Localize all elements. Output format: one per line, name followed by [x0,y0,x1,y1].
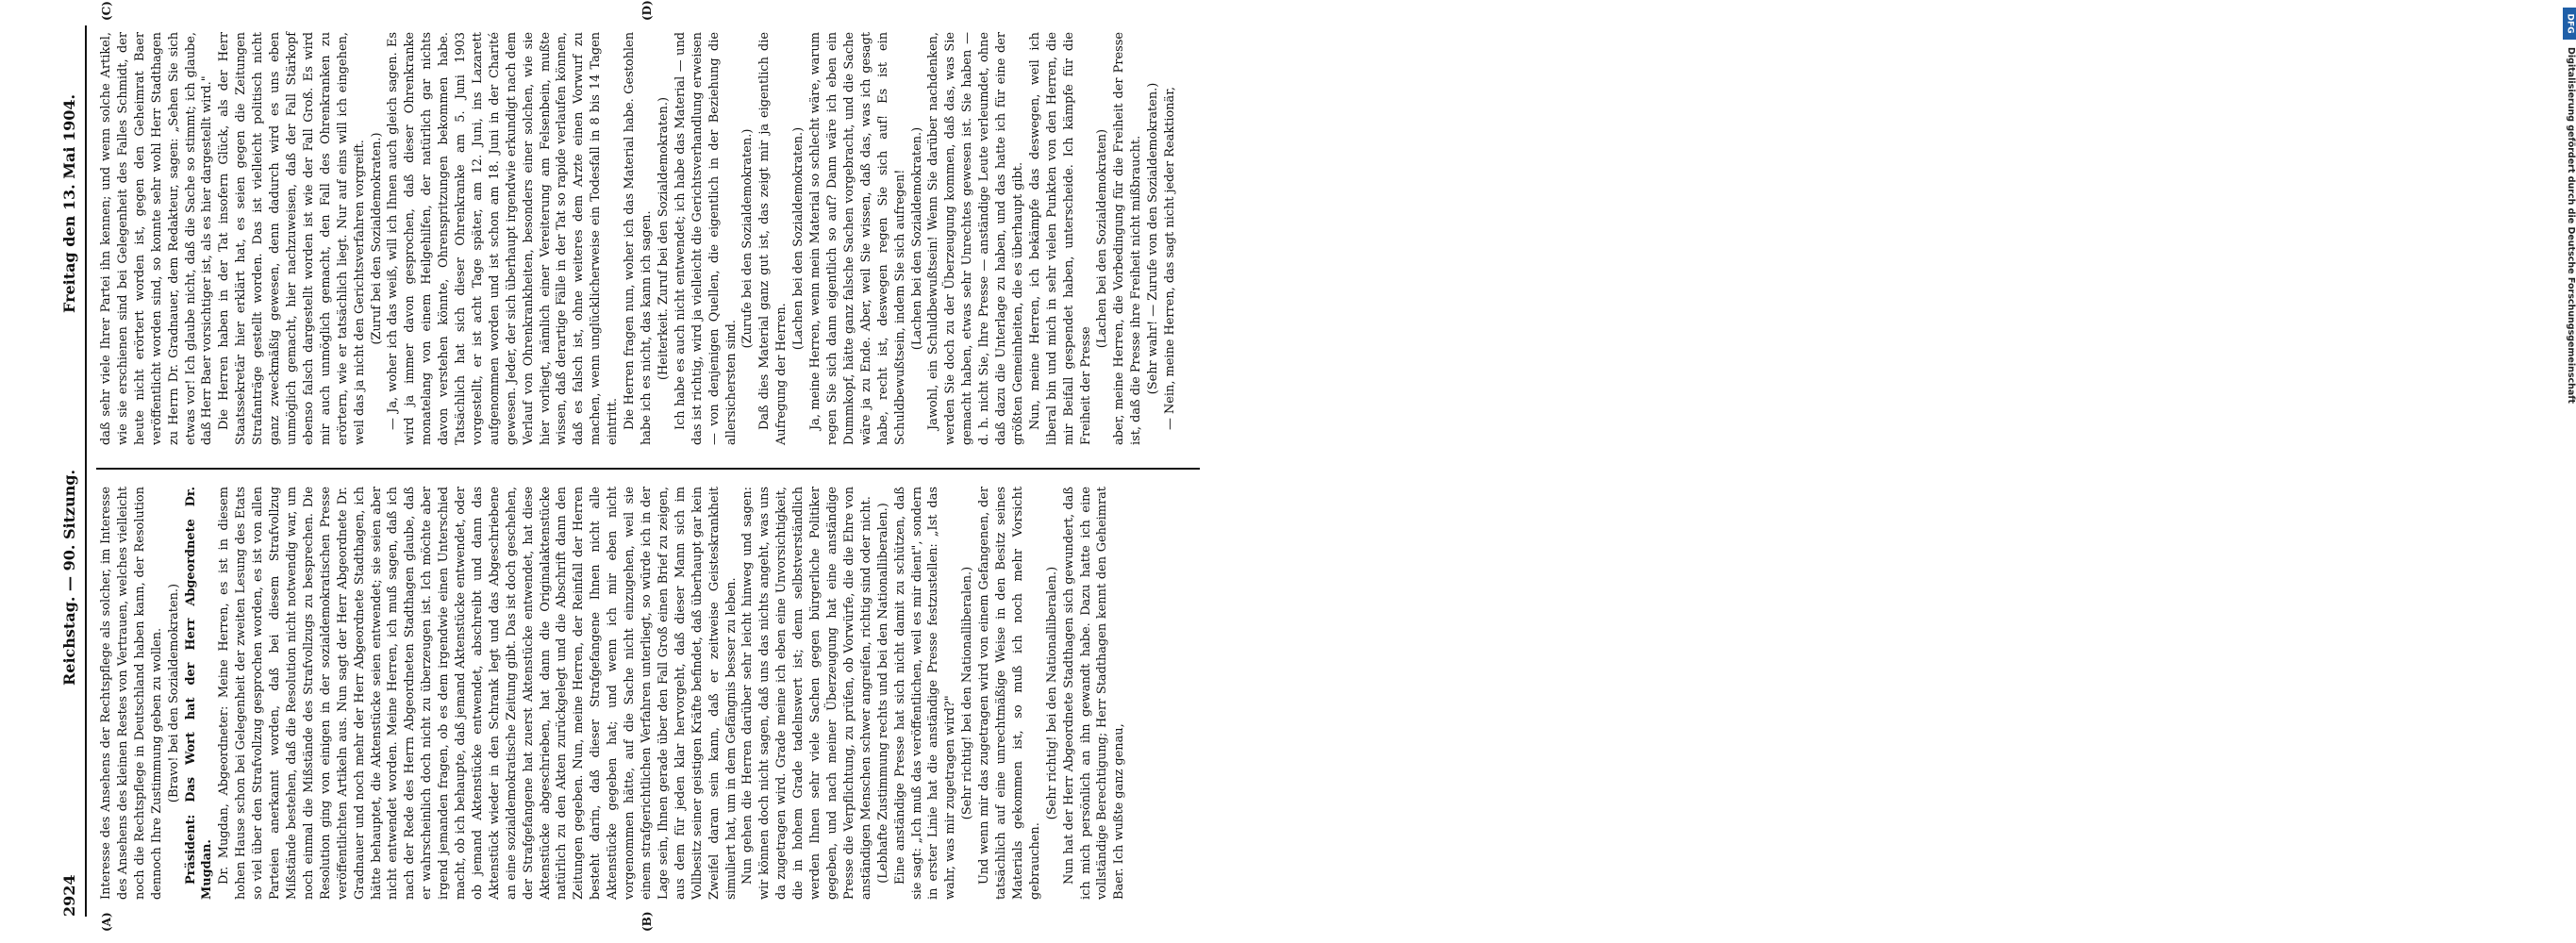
paragraph: Und wenn mir das zugetragen wird von einem Gefangenen, der tatsächlich auf eine unrechtmäßige Weise in den Besitz seines Materials gekommen ist, so muß ich noch mehr Vorsicht gebrauchen. [977,487,1042,900]
header-date: Freitag den 13. Mai 1904. [60,93,78,313]
paragraph: Ja, meine Herren, wenn mein Material so schlecht wäre, warum regen Sie sich dann eigentlich so auf? Dann wäre ich eben ein Dummkopf, hätte ganz falsche Sachen vorgebracht, und die Sache wäre ja zu Ende. Aber, weil Sie wissen, daß das, was ich gesagt habe, recht ist, deswegen regen Sie sich auf! Es ist ein Schuldbewußtsein, indem Sie sich aufregen! [808,32,907,445]
interjection: (Bravo! bei den Sozialdemokraten.) [166,583,181,803]
document-page [58,0,1228,932]
page-header [58,25,83,917]
paragraph: Die Herren haben in der Tat insofern Glück, als der Herr Staatssekretär hier erklärt hat, es seien gegen die Zeitungen Strafanträge gestellt worden. Das ist vielleicht politisch nicht ganz zweckmäßig gewesen, denn dadurch wird es uns eben unmöglich gemacht, hier nachzuweisen, daß der Fall Stärkopf ebenso falsch dargestellt worden ist wie der Fall Groß. Es wird mir auch unmöglich gemacht, den Fall des Ohrenkranken zu erörtern, wie er tatsächlich liegt. Nur auf eins will ich eingehen, weil das ja nicht den Gerichtsverfahren vorgreift. [217,32,367,445]
interjection: (Heiterkeit. Zuruf bei den Sozialdemokraten.) [656,97,671,380]
dfg-logo: DFG [2563,8,2576,40]
header-rule [85,25,87,917]
paragraph: aber, meine Herren, die Vorbedingung für die Freiheit der Presse ist, daß die Presse ihre Freiheit nicht mißbraucht. [1112,32,1144,445]
paragraph: daß sehr viele Ihrer Partei ihn kennen; und wenn solche Artikel, wie sie erschienen sind bei Gelegenheit des Falles Schmidt, der heute nicht erörtert worden ist, gegen den Geheimrat Baer veröffentlicht worden sind, so konnte sehr wohl Herr Stadthagen zu Herrn Dr. Gradnauer, dem Redakteur, sagen: „Sehen Sie sich etwas vor! Ich glaube nicht, daß die Sache so stimmt; ich glaube, daß Herr Baer vorsichtiger ist, als es hier dargestellt wird." [99,32,215,445]
interjection: (Sehr richtig! bei den Nationalliberalen.) [960,566,975,820]
paragraph: Die Herren fragen nun, woher ich das Material habe. Gestohlen habe ich es nicht, das kann ich sagen. [623,32,654,445]
column-divider [96,468,1200,470]
header-title: Reichstag. — 90. Sitzung. [60,469,78,686]
dfg-credit-text: Digitalisierung gefördert durch die Deutsche Forschungsgemeinschaft [2566,47,2576,404]
right-column [98,32,1211,445]
interjection: (Zurufe bei den Sozialdemokraten.) [740,128,756,349]
paragraph: Nun gehen die Herren darüber sehr leicht hinweg und sagen: wir können doch nicht sagen, daß uns das nichts angeht, was uns da zugetragen wird. Grade meine ich eben eine Unvorsichtigkeit, die in hohem Grade tadelnswert ist; denn selbstverständlich werden Ihnen sehr viele Sachen gegen bürgerliche Politiker gegeben, und nach meiner Überzeugung hat eine anständige Presse die Verpflichtung, zu prüfen, ob Vorwürfe, die die Ehre von anständigen Menschen schwer angreifen, richtig sind oder nicht. [740,487,873,900]
paragraph: Nun, meine Herren, ich bekämpfe das deswegen, weil ich liberal bin und mich in sehr vielen Punkten von den Herren, die mir Beifall gespendet haben, unterscheide. Ich kämpfe für die Freiheit der Presse [1027,32,1093,445]
margin-mark-d: (D) [640,0,654,21]
interjection: (Lebhafte Zustimmung rechts und bei den Nationalliberalen.) [875,503,890,884]
paragraph: — Ja, woher ich das weiß, will ich Ihnen auch gleich sagen. Es wird ja immer davon gesprochen, daß dieser Ohrenkranke monatelang von einem Heilgehilfen, der natürlich gar nichts davon verstehen könnte, Ohrenspritzungen bekommen habe. Tatsächlich hat sich dieser Ohrenkranke am 5. Juni 1903 vorgestellt, er ist acht Tage später, am 12. Juni, ins Lazarett aufgenommen worden und ist schon am 18. Juni in der Charité gewesen. Jeder, der sich überhaupt irgendwie erkundigt nach dem Verlauf von Ohrenkrankheiten, besonders einer solchen, wie sie hier vorliegt, nämlich einer Vereiterung am Felsenbein, mußte wissen, daß derartige Fälle in der Tat so rapide verlaufen können, daß es falsch ist, ohne weiteres dem Arzte einen Vorwurf zu machen, wenn unglücklicherweise ein Todesfall in 8 bis 14 Tagen eintritt. [386,32,621,445]
dfg-credit-strip [1279,0,2576,943]
page-number: 2924 [60,874,78,917]
margin-mark-c: (C) [100,1,113,21]
paragraph: Interesse des Ansehens der Rechtspflege als solcher, im Interesse des Ansehens des kleinen Restes von Vertrauen, welches vielleicht noch die Rechtspflege in Deutschland haben kann, der Resolution dennoch Ihre Zustimmung geben zu wollen. [99,487,164,900]
speaker-announcement: Präsident: Das Wort hat der Herr Abgeordnete Dr. Mugdan. [183,487,215,900]
interjection: (Lachen bei den Sozialdemokraten) [1095,128,1110,349]
left-column [98,487,1211,900]
paragraph: Ich habe es auch nicht entwendet; ich habe das Material — und das ist richtig, wird ja vielleicht die Gerichtsverhandlung erweisen — von denjenigen Quellen, die eigentlich in der Beziehung die allersichersten sind. [673,32,739,445]
paragraph: Jawohl, ein Schuldbewußtsein! Wenn Sie darüber nachdenken, werden Sie doch zu der Überzeugung kommen, daß das, was Sie gemacht haben, etwas sehr Unrechtes gewesen ist. Sie haben — d. h. nicht Sie, Ihre Presse — anständige Leute verleumdet, ohne daß dazu die Unterlage zu haben, und das hatte ich für eine der größten Gemeinheiten, die es überhaupt gibt. [926,32,1025,445]
paragraph: Eine anständige Presse hat sich nicht damit zu schützen, daß sie sagt: „Ich muß das veröffentlichen, weil es mir dient", sondern in erster Linie hat die anständige Presse festzustellen: „Ist das wahr, was mir zugetragen wird?" [892,487,958,900]
margin-mark-a: (A) [100,912,113,932]
paragraph: Nun hat der Herr Abgeordnete Stadthagen sich gewundert, daß ich mich persönlich an ihn gewandt habe. Dazu hatte ich eine vollständige Berechtigung; Herr Stadthagen kennt den Geheimrat Baer. Ich wußte ganz genau, [1061,487,1127,900]
margin-mark-b: (B) [640,911,654,932]
paragraph: — Nein, meine Herren, das sagt nicht jeder Reaktionär, [1163,86,1178,430]
interjection: (Zuruf bei den Sozialdemokraten.) [369,132,384,345]
interjection: (Lachen bei den Sozialdemokraten.) [909,126,924,351]
paragraph: Dr. Mugdan, Abgeordneter: Meine Herren, es ist in diesem hohen Hause schon bei Gelegenheit der zweiten Lesung des Etats so viel über den Strafvollzug gesprochen worden, es ist von allen Parteien anerkannt worden, daß bei diesem Strafvollzug Mißstände bestehen, daß die Resolution nicht notwendig war, um noch einmal die Mißstände des Strafvollzugs zu besprechen. Die Resolution ging von einigen in der sozialdemokratischen Presse veröffentlichten Artikeln aus. Nun sagt der Herr Abgeordnete Dr. Gradnauer und noch mehr der Herr Abgeordnete Stadthagen, ich hätte behauptet, die Aktenstücke seien entwendet; sie seien aber nicht entwendet worden. Meine Herren, ich muß sagen, daß ich nach der Rede des Herrn Abgeordneten Stadthagen glaube, daß er wahrscheinlich doch nicht zu überzeugen ist. Ich möchte aber irgend jemanden fragen, ob es dem irgendwie einen Unterschied macht, ob ich behaupte, daß jemand Aktenstücke entwendet, oder ob jemand Aktenstücke entwendet, abschreibt und dann das Aktenstück wieder in den Schrank legt und das Abgeschriebene an eine sozialdemokratische Zeitung gibt. Das ist doch geschehen, der Strafgefangene hat zuerst Aktenstücke entwendet, hat diese Aktenstücke abgeschrieben, hat dann die Originalaktenstücke natürlich zu den Akten zurückgelegt und die Abschrift dann den Zeitungen gegeben. Nun, meine Herren, der Reinfall der Herren besteht darin, daß dieser Strafgefangene Ihnen nicht alle Aktenstücke gegeben hat; und wenn ich mir eben nicht vorgenommen hätte, auf die Sache nicht einzugehen, weil sie einem strafgerichtlichen Verfahren unterliegt, so würde ich in der Lage sein, Ihnen gerade über den Fall Groß einen Brief zu zeigen, aus dem für jeden klar hervorgeht, daß dieser Mann sich im Vollbesitz seiner geistigen Kräfte befindet, daß überhaupt gar kein Zweifel daran sein kann, daß er zeitweise Geisteskrankheit simuliert hat, um in dem Gefängnis besser zu leben. [217,487,739,900]
interjection: (Sehr wahr! — Zurufe von den Sozialdemokraten.) [1146,82,1161,395]
paragraph: Daß dies Material ganz gut ist, das zeigt mir ja eigentlich die Aufregung der Herren. [757,32,789,445]
interjection: (Sehr richtig! bei den Nationalliberalen.) [1044,566,1059,820]
interjection: (Lachen bei den Sozialdemokraten.) [791,126,806,351]
